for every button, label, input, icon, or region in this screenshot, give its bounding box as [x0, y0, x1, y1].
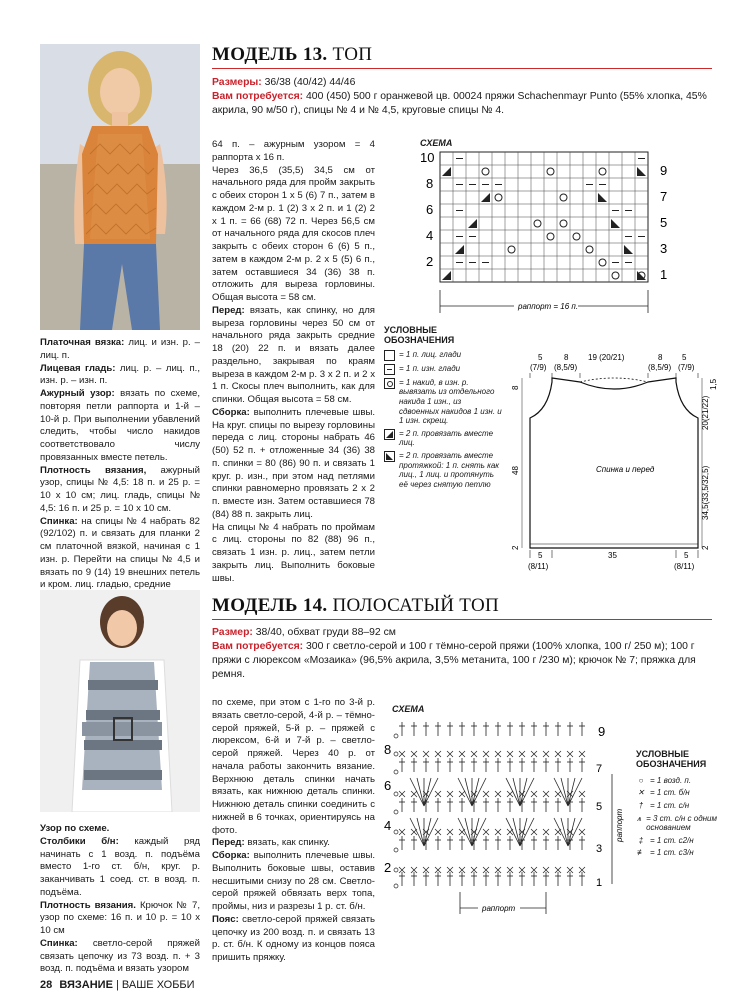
legend-item-k2tog: = 2 п. провязать вместе лиц.	[384, 429, 502, 448]
model13-left-column	[40, 337, 200, 592]
schem-bottom: 5	[538, 551, 543, 560]
legend-item-purl: = 1 п. изн. глади	[384, 364, 502, 375]
chart-row-label: 2	[384, 860, 392, 875]
para-0: Платочная вязка: лиц. и изн. р. – лиц. п.	[40, 337, 200, 361]
para-0: 64 п. – ажурным узором = 4 раппорта х 16 п.	[212, 139, 375, 163]
purl-symbol-icon	[384, 364, 395, 375]
legend-item-yarnover: = 1 накид, в изн. р. вывязать из отдельного накида 1 изн., из сдвоенных накидов 1 изн. и 1 изн. скрещ.	[384, 378, 502, 426]
model14-left-column	[40, 823, 200, 976]
schem-top: 19 (20/21)	[588, 353, 625, 362]
chart-row-label: 5	[596, 801, 603, 813]
para-3: Спинка: светло-серой пряжей связать цепочку из 73 возд. п. + 3 возд. п. подъёма и вязать узором	[40, 937, 200, 975]
para-1: Через 36,5 (35,5) 34,5 см от начального ряда для пройм закрыть с обеих сторон 1 х 5 (6) 7 п., затем в каждом 2-м р. 1 (2) 3 х 2 п. и 1 (2) 2 х 1 п. = 66 (68) 72 п. Через 56,5 см от начального ряда для скосов плеч закрыть с обеих сторон 6 (6) 5 п., затем в каждом 2-м р. 2 х 5 (5) 6 п., затем оставшиеся 34 (36) 38 п. отложить для выреза горловины. Общая высота = 58 см.	[212, 164, 375, 303]
schem-top: 8	[658, 353, 663, 362]
para-2: Ажурный узор: вязать по схеме, повторяя петли раппорта и 1-й – 10-й р. При выполнении убавлений следить, чтобы число накидов соответствовало числу провязанных вместе петель.	[40, 388, 200, 463]
schem-top: 5	[538, 353, 543, 362]
chart-row-label: 3	[596, 843, 603, 855]
para-3: Плотность вязания, ажурный узор, спицы № 4,5: 18 п. и 25 р. = 10 х 10 см; лиц. гладь, спицы № 4,5: 16 п. и 25 р. = 10 х 10 см.	[40, 464, 200, 514]
model13-title-rule	[212, 68, 712, 69]
para-1: Столбики б/н: каждый ряд начинать с 1 возд. п. подъёма вместо 1-го ст. б/н, круг. р. заканчивать 1 соед. ст. в возд. п. подъёма.	[40, 835, 200, 898]
yarn-over-icon	[384, 378, 395, 389]
model14-title: МОДЕЛЬ 14. ПОЛОСАТЫЙ ТОП	[212, 595, 499, 616]
model14-lead: Размер: 38/40, обхват груди 88–92 см Вам потребуется: 300 г светло-серой и 100 г тёмно-серой пряжи (100% хлопка, 100 г/ 250 м); 100 г пряжи с люрексом «Мозаика» (96,5% акрила, 3,5% метанита, 100 г /230 м); крючок № 7; пряжка для ремня.	[212, 627, 696, 681]
para-1: Лицевая гладь: лиц. р. – лиц. п., изн. р. – изн. п.	[40, 362, 200, 387]
double-treble-icon: ≢	[637, 848, 645, 858]
legend-item-sc: ✕ = 1 ст. б/н	[637, 788, 690, 798]
legend-item-chain: ○ = 1 возд. п.	[636, 776, 718, 786]
repeat-label: раппорт	[482, 904, 516, 913]
page-footer: 28 ВЯЗАНИЕ | ВАШЕ ХОББИ	[40, 979, 195, 991]
model14-photo	[40, 590, 200, 812]
knit-symbol-icon	[384, 350, 395, 361]
para-2: Перед: вязать, как спинку, но для выреза горловины через 50 см от начального ряда закрыть средние 18 (20) 22 п. и вязать далее раздельно, закрывая по краям выреза в каждом 2-м р. 3 х 2 п. и 2 х 1 п. Скосы плеч выполнить, как для спинки. Общая высота = 58 см.	[212, 304, 375, 405]
schem-bottom: 5	[684, 551, 689, 560]
chart-row-label: 1	[660, 267, 668, 282]
model14-scheme-label: СХЕМА	[392, 704, 425, 714]
single-crochet-icon: ✕	[637, 788, 645, 798]
chart-row-label: 8	[384, 742, 392, 757]
model13-legend	[384, 326, 502, 492]
schem-top-sub: (7/9)	[678, 363, 695, 372]
legend-title: УСЛОВНЫЕ ОБОЗНАЧЕНИЯ	[384, 325, 455, 345]
schem-bottom: 35	[608, 551, 617, 560]
legend-title: УСЛОВНЫЕ ОБОЗНАЧЕНИЯ	[636, 749, 707, 769]
model13-lead: Размеры: 36/38 (40/42) 44/46 Вам потребуется: 400 (450) 500 г оранжевой цв. 00024 пряжи Schachenmayr Punto (55% хлопка, 45% акрила, 90 м/50 г), спицы № 4 и № 4,5, круговые спицы № 4.	[212, 77, 707, 117]
schem-bottom-sub: (8/11)	[528, 562, 549, 571]
para-3: Пояс: светло-серой пряжей связать цепочку из 200 возд. п. и связать 13 р. ст. б/н. К одному из концов пояса пришить пряжку.	[212, 913, 375, 963]
para-2: Сборка: выполнить плечевые швы. Выполнить боковые швы, оставив несшитыми снизу по 28 см. Светло-серой пряжей обвязать верх топа, проймы, низ и разрезы 1 р. ст. б/н.	[212, 850, 375, 912]
ssk-icon	[384, 451, 395, 462]
chart-row-label: 8	[426, 176, 434, 191]
chart-row-label: 6	[426, 202, 434, 217]
treble-crochet-icon: ‡	[638, 835, 644, 845]
legend-item-knit: = 1 п. лиц. глади	[384, 350, 502, 361]
model13-mid-column	[212, 139, 375, 585]
schem-right-d: 2	[701, 545, 710, 550]
chart-row-label: 9	[598, 724, 606, 739]
model13-scheme-label: СХЕМА	[420, 138, 453, 148]
page-number: 28	[40, 979, 53, 991]
chart-row-label: 7	[596, 763, 603, 775]
tagline: ВАШЕ ХОББИ	[121, 979, 195, 991]
model14-legend	[636, 750, 718, 861]
schem-top-sub: (8,5/9)	[554, 363, 578, 372]
schem-left-c: 2	[511, 545, 520, 550]
cluster-icon: ⩚	[636, 813, 642, 823]
schem-top-sub: (7/9)	[530, 363, 547, 372]
schem-right-a: 1,5	[709, 378, 718, 390]
chart-row-label: 2	[426, 254, 434, 269]
para-4: На спицы № 4 набрать по проймам с лиц. стороны по 82 (88) 96 п., связать 1 изн. р. лиц., затем петли закрыть лиц. Выполнить боковые швы.	[212, 521, 375, 584]
chart-row-label: 7	[660, 189, 668, 204]
model13-title: МОДЕЛЬ 13. ТОП	[212, 44, 373, 65]
model13-schematic	[508, 350, 722, 575]
chart-row-label: 1	[596, 877, 603, 889]
chart-row-label: 9	[660, 163, 668, 178]
chart-row-label: 6	[384, 778, 392, 793]
legend-item-dc: † = 1 ст. с/н	[636, 801, 718, 811]
schem-right-c: 34,5(33,5/32,5)	[701, 465, 710, 520]
double-crochet-icon: †	[638, 800, 644, 810]
para-2: Плотность вязания. Крючок № 7, узор по схеме: 16 п. и 10 р. = 10 х 10 см	[40, 899, 200, 936]
para-4: Спинка: на спицы № 4 набрать 82 (92/102) п. и связать для планки 2 см платочной вязкой, начиная с 1 изн. р. Перейти на спицы № 4,5 и вязать по 9 (14) 19 внешних петель и кром. лиц. гладью, средние	[40, 515, 200, 591]
chain-icon: ○	[638, 775, 644, 785]
repeat-label: раппорт = 16 п.	[518, 302, 579, 311]
schem-left-a: 8	[511, 385, 520, 390]
para-0: Узор по схеме.	[40, 823, 110, 834]
chart-row-label: 3	[660, 241, 668, 256]
chart-row-label: 4	[384, 818, 392, 833]
legend-item-3dc: ⩚ = 3 ст. с/н с одним основанием	[636, 813, 717, 833]
schem-left-b: 48	[511, 466, 520, 475]
chart-row-label: 5	[660, 215, 668, 230]
schem-top: 8	[564, 353, 569, 362]
model13-photo	[40, 44, 200, 330]
legend-item-ssk: = 2 п. провязать вместе протяжкой: 1 п. снять как лиц., 1 лиц. и протянуть её через снятую петлю	[384, 451, 502, 489]
para-1: Перед: вязать, как спинку.	[212, 837, 330, 849]
legend-item-tr: ‡ = 1 ст. с2/н	[636, 836, 718, 846]
schem-bottom-sub: (8/11)	[674, 562, 695, 571]
schem-top-sub: (8,5/9)	[648, 363, 672, 372]
schem-right-b: 20(21/22)	[701, 395, 710, 430]
schem-center: Спинка и перед	[596, 465, 655, 474]
side-repeat-label: раппорт	[615, 808, 624, 842]
para-0: по схеме, при этом с 1-го по 3-й р. вязать светло-серой, 4-й р. – тёмно-серой пряжей, 5-й р. – пряжей с люрексом, 6-й и 7-й р. – светло-серой пряжей. Через 40 р. от начала работы закончить вязание. Верхнюю деталь спинки начать вязать, как нижнюю деталь спинки. Нижнюю деталь спинки соединить с нижней в 6 точках, ориентируясь на фото.	[212, 697, 375, 836]
brand: ВЯЗАНИЕ	[59, 979, 113, 991]
k2tog-icon	[384, 429, 395, 440]
schem-top: 5	[682, 353, 687, 362]
legend-item-dtr: ≢ = 1 ст. с3/н	[637, 848, 694, 858]
model13-knit-chart	[418, 148, 680, 318]
chart-row-label: 4	[426, 228, 434, 243]
chart-row-label: 10	[420, 150, 435, 165]
model14-mid-column	[212, 697, 375, 965]
model14-title-rule	[212, 619, 712, 620]
para-3: Сборка: выполнить плечевые швы. На круг. спицы по вырезу горловины переда с лиц. стороны набрать 46 (50) 52 п. + отложенные 34 (36) 38 п. спинки = 80 (86) 90 п. и связать 1 круг. р. изн., при этом над петлями спинки равномерно провязать 2 х 2 п. вместе изн. Затем оставшиеся 78 (84) 88 п. закрыть лиц.	[212, 406, 375, 520]
model14-crochet-chart	[380, 714, 638, 954]
